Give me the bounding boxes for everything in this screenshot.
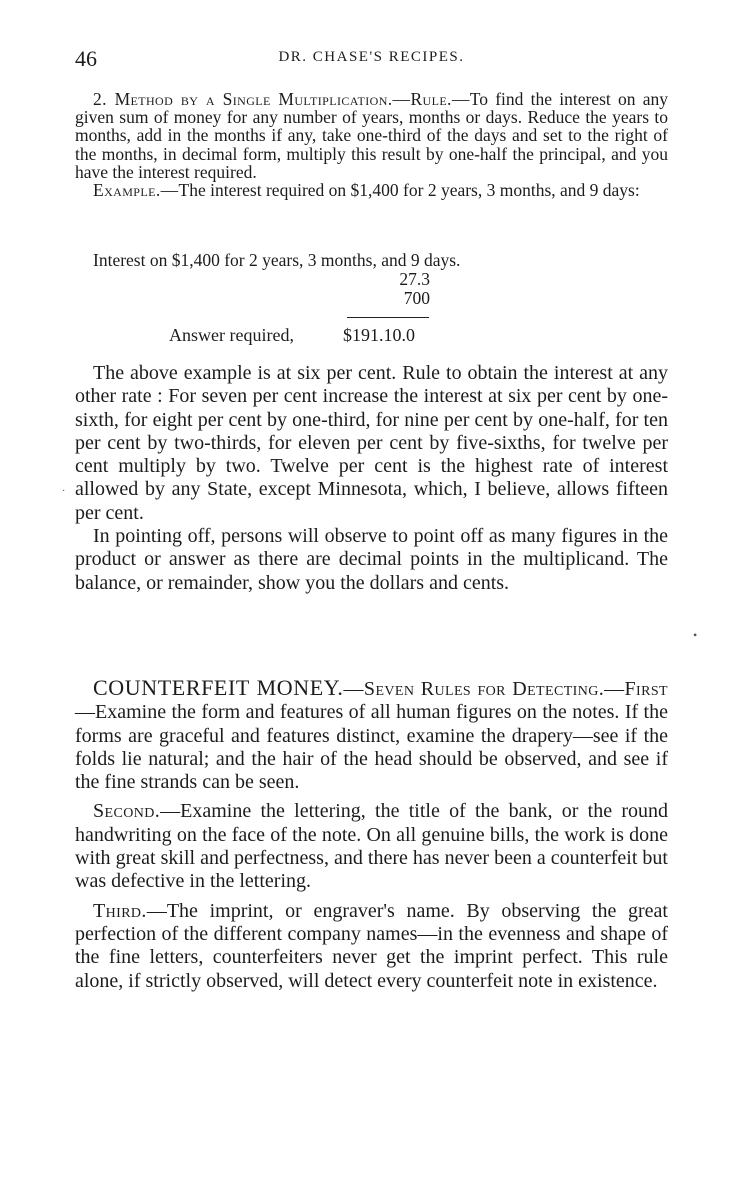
example-text: The interest required on $1,400 for 2 years, 3 months, and 9 days: [178,180,640,201]
margin-speck: • [693,628,698,642]
answer-value: $191.10.0 [343,325,415,345]
first-text: —Examine the form and features of all human figures on the notes. If the forms are graceful and features distinct, examine the drapery—see if the folds lie natural; and the hair of the head should be observed, and see if the fine strands can be seen. [75,701,668,794]
method-heading: 2. Method by a Single Multiplication.—Rule.— [93,89,470,109]
example-line: Interest on $1,400 for 2 years, 3 months, and 9 days. [93,250,461,270]
third-rule-paragraph [75,900,668,993]
third-label: Third. [93,899,147,922]
multiplicand: 27.3 [399,269,430,289]
counterfeit-subheading: —Seven Rules for Detecting.— [343,678,625,700]
second-label: Second. [93,800,161,823]
counterfeit-section [75,676,668,993]
method-text: To find the interest on any given sum of money for any number of years, months or days. Reduce the years to months, add in the months if any, take one-third of the days and set to the right of the months, in decimal form, multiply this result by one-half the principal, and you have the interest required. [75,89,668,182]
third-text: —The imprint, or engraver's name. By observing the great perfection of the different company names—in the evenness and shape of the fine letters, counterfeiters never get the imprint perfect. This rule alone, if strictly observed, will detect every counterfeit note in existence. [75,899,668,992]
example-label: Example.— [93,180,179,201]
method-paragraph [75,90,668,181]
first-label: First [624,678,668,700]
rates-section [75,362,668,595]
second-text: —Examine the lettering, the title of the bank, or the round handwriting on the face of the note. On all genuine bills, the work is done with great skill and perfectness, and there has never been a counterfeit but was defective in the lettering. [75,800,668,893]
running-title: DR. CHASE'S RECIPES. [278,49,465,65]
multiplier: 700 [403,288,430,308]
margin-speck-left: · [62,486,66,497]
answer-label: Answer required, [169,325,294,345]
example-paragraph [75,181,668,199]
sum-rule [347,317,429,318]
first-rule-paragraph [75,676,668,794]
page-header [75,46,668,72]
interest-method-section [75,90,668,199]
counterfeit-heading: COUNTERFEIT MONEY. [93,675,344,700]
second-rule-paragraph [75,800,668,893]
rates-paragraph: The above example is at six per cent. Rule to obtain the interest at any other rate : For seven per cent increase the interest at six per cent by one-sixth, for eight per cent by one-third, for nine per cent by one-half, for ten per cent by two-thirds, for eleven per cent by five-sixths, for twelve per cent multiply by two. Twelve per cent is the highest rate of interest allowed by any State, except Minnesota, which, I believe, allows fifteen per cent. [75,362,668,524]
pointing-paragraph: In pointing off, persons will observe to point off as many figures in the product or answer as there are decimal points in the multiplicand. The balance, or remainder, show you the dollars and cents. [75,525,668,594]
page-number: 46 [75,46,97,71]
